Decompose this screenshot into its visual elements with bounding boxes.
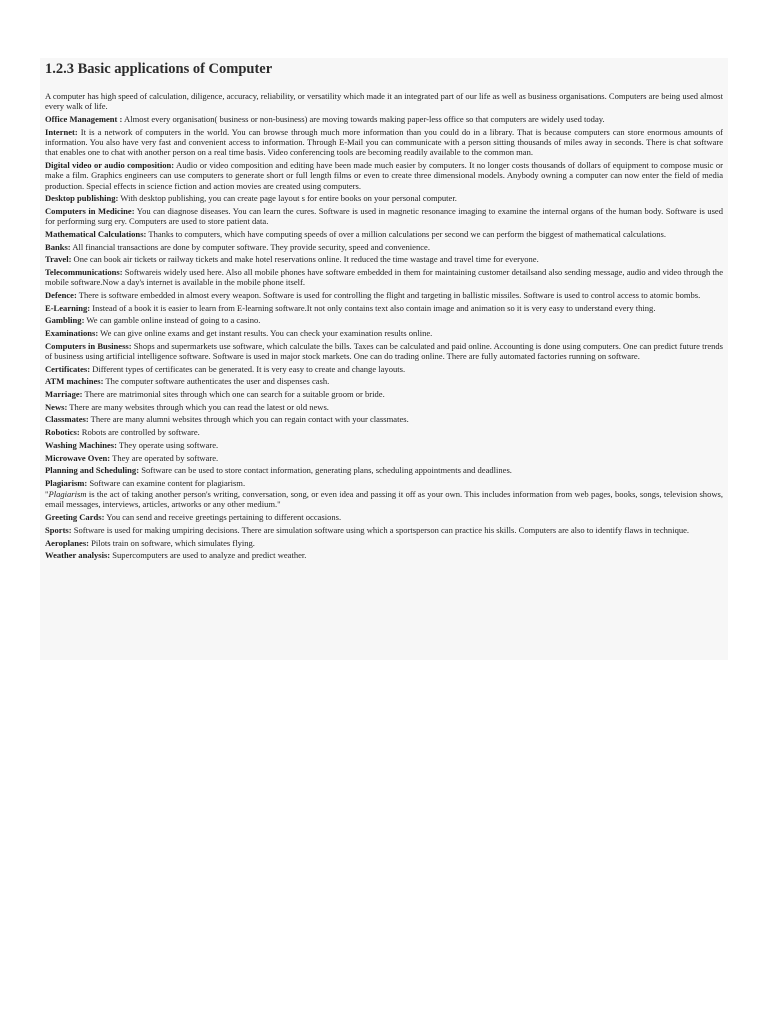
description: You can send and receive greetings pertaining to different occasions.: [104, 512, 342, 523]
term: Computers in Business:: [45, 340, 132, 351]
term: Aeroplanes:: [45, 537, 89, 548]
document-body: [45, 91, 723, 563]
term: Certificates:: [45, 363, 91, 374]
paragraph-classmates: [45, 414, 723, 424]
description: There are matrimonial sites through which one can search for a suitable groom or bride.: [82, 389, 385, 400]
section-title: 1.2.3 Basic applications of Computer: [45, 61, 273, 77]
description: They are operated by software.: [110, 452, 219, 463]
term: E-Learning:: [45, 302, 91, 313]
description: Robots are controlled by software.: [79, 427, 200, 438]
paragraph-digital-video: [45, 160, 723, 191]
quote-term: Plagiarism: [48, 489, 87, 500]
paragraph-greeting-cards: [45, 512, 723, 522]
description: It is a network of computers in the world. You can browse through much more information than you could do in a library. That is because computers can store enormous amounts of information. You also have very fast and convenient access to information. Through E-Mail you can communicate with a person sitting thousands of miles away in seconds. There is chat software that enables one to chat with another person on a real time basis. Video conferencing tools are becoming readily available to the common man.: [45, 126, 723, 158]
description: Thanks to computers, which have computing speeds of over a million calculations per second we can perform the biggest of mathematical calculations.: [146, 228, 666, 239]
paragraph-medicine: [45, 206, 723, 227]
description: There are many alumni websites through which you can regain contact with your classmates.: [88, 414, 409, 425]
description: We can give online exams and get instant results. You can check your examination results online.: [98, 328, 433, 339]
description: Shops and supermarkets use software, which calculate the bills. Taxes can be calculated and paid online. Accounting is done using computers. One can predict future trends of business using artificial intelligence software. Software is used in major stock markets. One can do trading online. There are fully automated factories running on software.: [45, 340, 723, 361]
intro-paragraph: A computer has high speed of calculation, diligence, accuracy, reliability, or versatility which made it an integrated part of our life as well as business organisations. Computers are being used almost every walk of life.: [45, 91, 723, 112]
description: The computer software authenticates the user and dispenses cash.: [103, 376, 330, 387]
term: ATM machines:: [45, 376, 104, 387]
term: Greeting Cards:: [45, 512, 105, 523]
paragraph-telecommunications: [45, 267, 723, 288]
term: Washing Machines:: [45, 439, 117, 450]
description: One can book air tickets or railway tickets and make hotel reservations online. It reduced the time wastage and travel time for everyone.: [71, 254, 539, 265]
paragraph-gambling: [45, 315, 723, 325]
paragraph-atm-machines: [45, 376, 723, 386]
quote-text: is the act of taking another person's writing, conversation, song, or even idea and passing it off as your own. This includes information from web pages, books, songs, television shows, email messages, interviews, articles, artworks or any other medium.": [45, 489, 723, 510]
paragraph-washing-machines: [45, 440, 723, 450]
paragraph-examinations: [45, 328, 723, 338]
description: Software can be used to store contact information, generating plans, scheduling appointments and deadlines.: [139, 465, 512, 476]
term: Gambling:: [45, 315, 85, 326]
paragraph-news: [45, 402, 723, 412]
description: There is software embedded in almost every weapon. Software is used for controlling the flight and targeting in ballistic missiles. Software is used to control access to atomic bombs.: [76, 289, 701, 300]
description: All financial transactions are done by computer software. They provide security, speed and convenience.: [70, 241, 430, 252]
paragraph-defence: [45, 290, 723, 300]
description: Instead of a book it is easier to learn from E-learning software.It not only contains text also contain image and animation so it is very easy to understand every thing.: [90, 302, 656, 313]
term: Sports:: [45, 524, 72, 535]
description: Software is used for making umpiring decisions. There are simulation software using which a sportsperson can practice his skills. Computers are also to identify flaws in technique.: [71, 524, 690, 535]
term: Travel:: [45, 254, 72, 265]
term: Weather analysis:: [45, 550, 111, 561]
paragraph-robotics: [45, 427, 723, 437]
term: Desktop publishing:: [45, 193, 119, 204]
paragraph-aeroplanes: [45, 538, 723, 548]
term: Telecommunications:: [45, 266, 123, 277]
paragraph-desktop-publishing: [45, 193, 723, 203]
term: Microwave Oven:: [45, 452, 111, 463]
paragraph-plagiarism: [45, 478, 723, 488]
description: Software can examine content for plagiarism.: [87, 477, 246, 488]
paragraph-planning-scheduling: [45, 465, 723, 475]
description: You can diagnose diseases. You can learn the cures. Software is used in magnetic resonance imaging to examine the internal organs of the human body. Software is used for performing surg ery. Computers are used to store patient data.: [45, 205, 723, 227]
term: Mathematical Calculations:: [45, 228, 147, 239]
paragraph-travel: [45, 254, 723, 264]
description: Softwareis widely used here. Also all mobile phones have software embedded in them for maintaining customer detailsand also sending message, audio and video through the mobile software.Now a day's internet is available in the mobile phone itself.: [45, 266, 723, 288]
paragraph-e-learning: [45, 303, 723, 313]
term: Banks:: [45, 241, 71, 252]
paragraph-marriage: [45, 389, 723, 399]
description: Pilots train on software, which simulates flying.: [89, 537, 255, 548]
term: Robotics:: [45, 427, 80, 438]
paragraph-weather-analysis: [45, 550, 723, 560]
paragraph-sports: [45, 525, 723, 535]
description: Different types of certificates can be generated. It is very easy to create and change layouts.: [90, 363, 406, 374]
paragraph-mathematical-calculations: [45, 229, 723, 239]
paragraph-certificates: [45, 364, 723, 374]
description: There are many websites through which you can read the latest or old news.: [67, 401, 329, 412]
term: Computers in Medicine:: [45, 205, 135, 216]
paragraph-internet: [45, 127, 723, 158]
paragraph-microwave-oven: [45, 453, 723, 463]
description: They operate using software.: [116, 439, 219, 450]
term: Digital video or audio composition:: [45, 159, 175, 170]
term: Office Management :: [45, 113, 123, 124]
document-page: [40, 58, 728, 660]
term: Examinations:: [45, 328, 99, 339]
term: Marriage:: [45, 389, 83, 400]
description: With desktop publishing, you can create page layout s for entire books on your personal computer.: [118, 193, 457, 204]
plagiarism-definition: [45, 489, 723, 510]
term: News:: [45, 401, 68, 412]
paragraph-banks: [45, 242, 723, 252]
description: We can gamble online instead of going to a casino.: [84, 315, 261, 326]
term: Plagiarism:: [45, 477, 88, 488]
description: Audio or video composition and editing have been made much easier by computers. It no longer costs thousands of dollars of equipment to compose music or make a film. Graphics engineers can use computers to generate short or full length films or even to create three dimensional models. Anybody owning a computer can now enter the field of media production. Special effects in science fiction and action movies are created using computers.: [45, 159, 723, 191]
term: Classmates:: [45, 414, 89, 425]
description: Almost every organisation( business or non-business) are moving towards making paper-less office so that computers are widely used today.: [122, 113, 605, 124]
term: Internet:: [45, 126, 78, 137]
description: Supercomputers are used to analyze and predict weather.: [110, 550, 307, 561]
term: Planning and Scheduling:: [45, 465, 140, 476]
term: Defence:: [45, 289, 77, 300]
paragraph-business: [45, 341, 723, 362]
paragraph-office-management: [45, 114, 723, 124]
quote-open: ": [45, 489, 49, 500]
